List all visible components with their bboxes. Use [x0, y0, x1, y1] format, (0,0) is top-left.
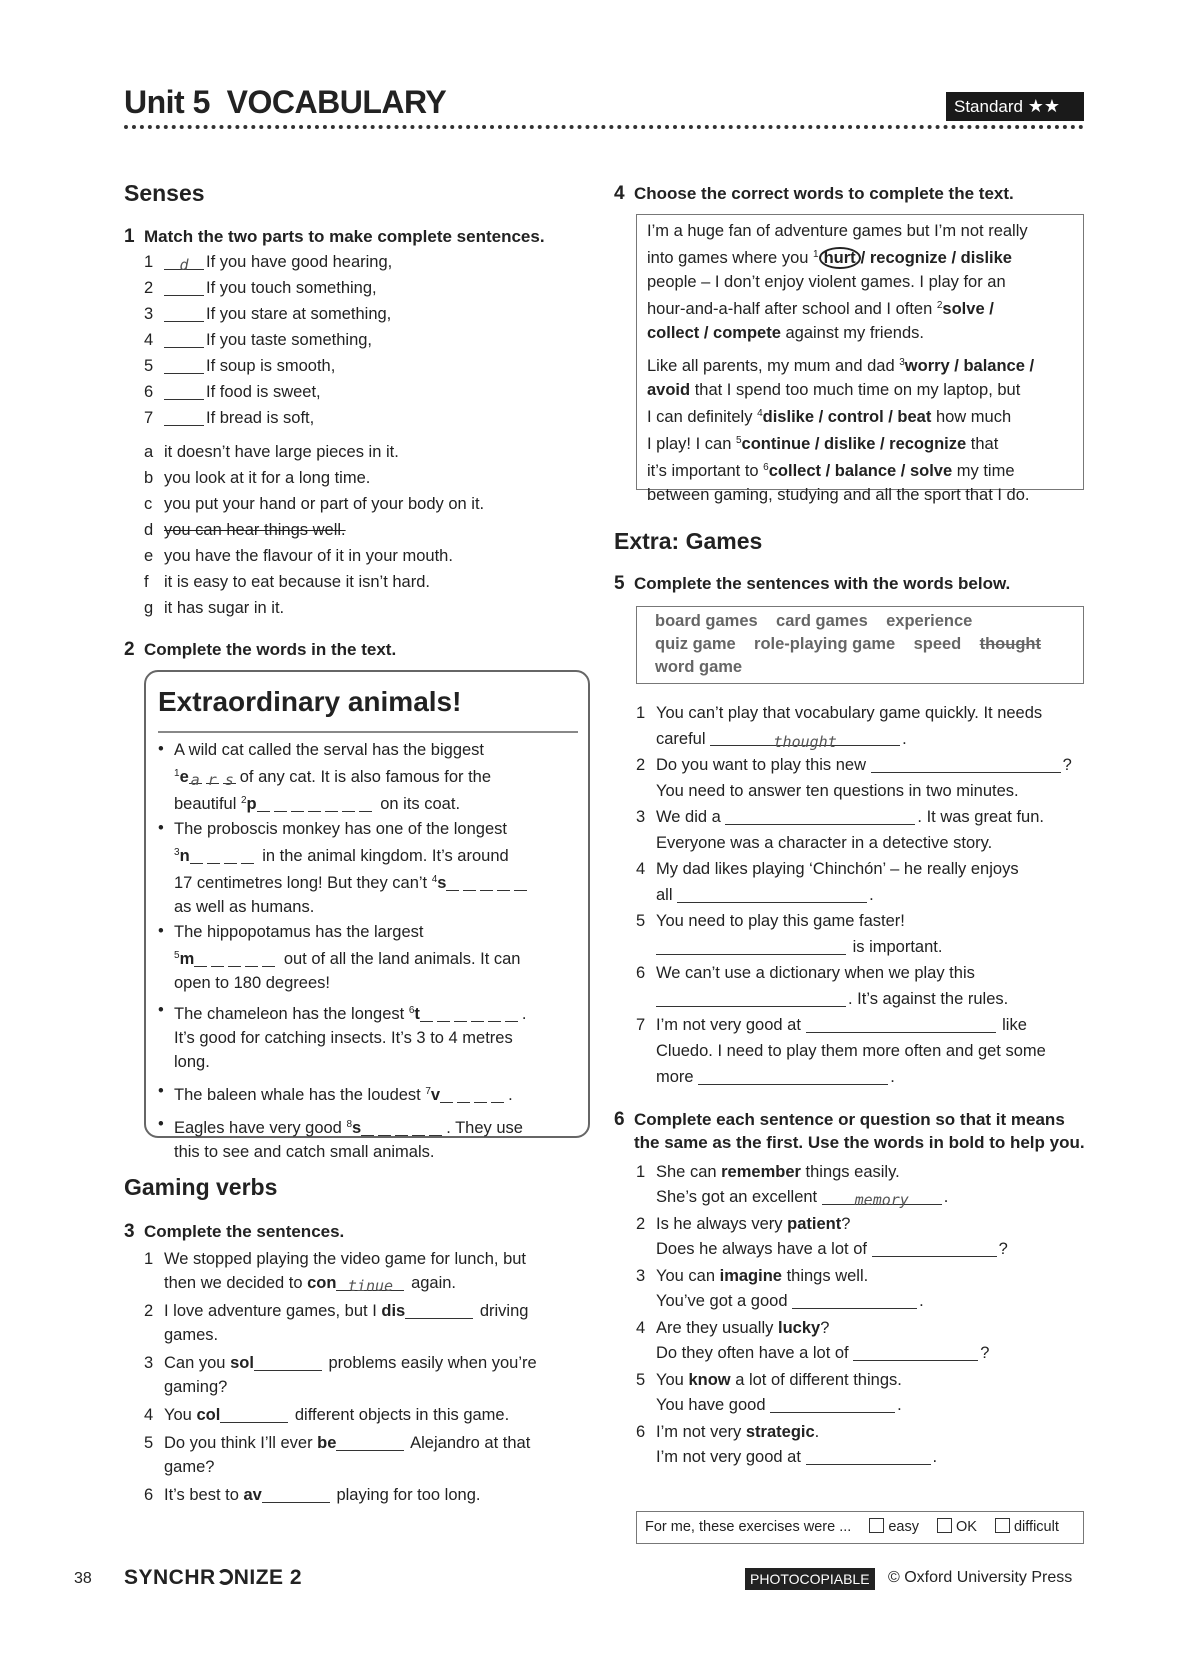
letter-blank[interactable] — [497, 875, 510, 891]
list-item: a it doesn’t have large pieces in it. — [144, 443, 399, 461]
list-item: 5 Do you think I’ll ever be Alejandro at that game? — [144, 1434, 531, 1476]
exercise-6-instruction: 6 Complete each sentence or question so that it means the same as the first. Use the words in bold to help you. — [614, 1109, 1085, 1152]
page-number: 38 — [74, 1570, 92, 1587]
letter-blank[interactable] — [412, 1120, 425, 1136]
animal-bullet: • A wild cat called the serval has the biggest $^1$e a r s of any cat. It is also famous for the beautiful $^2$p on its coat. — [158, 740, 492, 813]
word-choice[interactable]: avoid — [647, 381, 691, 399]
letter-blank[interactable] — [359, 796, 372, 812]
animal-bullet: • The chameleon has the longest $^6$t . It’s good for catching insects. It’s 3 to 4 metres long. — [158, 1001, 527, 1071]
feedback-box: For me, these exercises were ... easy OK difficult — [636, 1511, 1084, 1544]
list-item: 5 If soup is smooth, — [144, 357, 336, 375]
exercise-4-instruction: 4 Choose the correct words to complete the text. — [614, 183, 1014, 204]
letter-blank[interactable] — [241, 848, 254, 864]
letter-blank[interactable] — [446, 875, 459, 891]
letter-blank[interactable] — [463, 875, 476, 891]
list-item: g it has sugar in it. — [144, 599, 285, 617]
checkbox-difficult[interactable] — [995, 1518, 1010, 1533]
answer-blank[interactable] — [872, 1240, 997, 1257]
letter-blank[interactable] — [207, 848, 220, 864]
letter-blank[interactable] — [491, 1087, 504, 1103]
answer-blank[interactable] — [677, 886, 867, 903]
answer-blank[interactable] — [164, 305, 204, 322]
section-heading-extra-games: Extra: Games — [614, 528, 763, 554]
section-heading-senses: Senses — [124, 180, 205, 206]
animal-bullet: • The hippopotamus has the largest $^5$m out of all the land animals. It can open to 180 degrees! — [158, 922, 521, 992]
answer-blank[interactable] — [164, 279, 204, 296]
section-heading-gaming-verbs: Gaming verbs — [124, 1174, 278, 1200]
letter-blank[interactable] — [257, 796, 270, 812]
answer-blank[interactable] — [853, 1344, 978, 1361]
animals-text-box — [144, 670, 590, 1161]
list-item: 2 I love adventure games, but I dis driving games. — [144, 1302, 529, 1344]
answer-blank[interactable]: memory — [822, 1188, 942, 1205]
page-title: Unit 5 VOCABULARY — [124, 84, 447, 120]
answer-blank[interactable]: tinue — [336, 1274, 404, 1291]
letter-blank[interactable] — [190, 848, 203, 864]
answer-blank[interactable] — [656, 990, 846, 1007]
answer-blank[interactable] — [871, 756, 1061, 773]
letter-blank[interactable] — [420, 1006, 433, 1022]
letter-blank[interactable] — [224, 848, 237, 864]
brand-logo: SYNCHR NIZE 2 — [124, 1566, 303, 1589]
list-item: 3 Can you sol problems easily when you’re gaming? — [144, 1354, 537, 1396]
letter-blank[interactable] — [440, 1087, 453, 1103]
list-item: 2 Do you want to play this new ? You need to answer ten questions in two minutes. — [636, 756, 1072, 800]
word-bank — [636, 606, 1084, 684]
answer-blank[interactable] — [262, 1486, 330, 1503]
list-item: d you can hear things well. — [144, 521, 346, 539]
star-icon: ★★ — [1027, 96, 1061, 116]
list-item: 3 You can imagine things well. You’ve got a good . — [636, 1267, 924, 1310]
list-item: 6 It’s best to av playing for too long. — [144, 1486, 481, 1504]
answer-blank[interactable] — [770, 1396, 895, 1413]
answer-blank[interactable] — [806, 1016, 996, 1033]
list-item: 6 I’m not very strategic. I’m not very good at . — [636, 1423, 938, 1466]
answer-blank[interactable]: thought — [710, 729, 900, 746]
list-item: 6 If food is sweet, — [144, 383, 321, 401]
word-bank-item: speed — [913, 635, 962, 653]
word-bank-item: board games — [655, 612, 758, 630]
word-choice[interactable]: worry / balance / — [904, 357, 1035, 375]
list-item: 5 You need to play this game faster! is important. — [636, 912, 943, 956]
sync-icon — [217, 1569, 233, 1585]
answer-blank[interactable] — [698, 1068, 888, 1085]
letter-blank[interactable] — [454, 1006, 467, 1022]
animal-bullet: • The proboscis monkey has one of the longest $^3$n in the animal kingdom. It’s around 17 centimetres long! But they can’t $^4$s as well as humans. — [158, 817, 531, 919]
exercise-5-items — [636, 700, 1072, 1090]
list-item: 4 If you taste something, — [144, 331, 373, 349]
list-item: 1 She can remember things easily. She’s got an excellent memory . — [636, 1163, 949, 1209]
circled-answer[interactable]: hurt — [819, 247, 861, 269]
checkbox-ok[interactable] — [937, 1518, 952, 1533]
list-item: 1 You can’t play that vocabulary game quickly. It needs careful thought . — [636, 704, 1043, 751]
answer-blank[interactable] — [792, 1292, 917, 1309]
letter-blank[interactable]: a — [189, 768, 202, 784]
letter-blank[interactable] — [457, 1087, 470, 1103]
word-choice[interactable]: collect / compete — [647, 324, 781, 342]
animal-bullet: • The baleen whale has the loudest $^7$v . — [158, 1082, 513, 1104]
exercise-1-instruction: 1 Match the two parts to make complete sentences. — [124, 226, 545, 247]
word-bank-item: quiz game — [655, 635, 736, 653]
list-item: b you look at it for a long time. — [144, 469, 371, 487]
exercise-2-instruction: 2 Complete the words in the text. — [124, 639, 397, 660]
letter-blank[interactable] — [291, 796, 304, 812]
answer-blank[interactable] — [806, 1448, 931, 1465]
photocopiable-badge: PHOTOCOPIABLE — [745, 1568, 875, 1590]
answer-blank[interactable] — [336, 1434, 404, 1451]
list-item: 1 We stopped playing the video game for lunch, but then we decided to con tinue again. — [144, 1250, 527, 1295]
list-item: 1 d If you have good hearing, — [144, 253, 393, 274]
letter-blank[interactable] — [505, 1006, 518, 1022]
word-bank-item: role-playing game — [754, 635, 896, 653]
header-dotted-rule — [124, 125, 1084, 129]
list-item: 7 If bread is soft, — [144, 409, 315, 427]
letter-blank[interactable] — [274, 796, 287, 812]
answer-blank[interactable] — [254, 1354, 322, 1371]
animals-box-title: Extraordinary animals! — [158, 686, 462, 717]
word-choice[interactable]: dislike / control / beat — [762, 408, 932, 426]
exercise-1-items — [144, 250, 392, 430]
list-item: 5 You know a lot of different things. You have good . — [636, 1371, 902, 1414]
list-item: e you have the flavour of it in your mouth. — [144, 547, 453, 565]
word-bank-item: experience — [886, 612, 973, 630]
animals-box-rule — [158, 731, 578, 733]
list-item: 4 My dad likes playing ‘Chinchón’ – he really enjoys all . — [636, 860, 1019, 904]
answer-blank[interactable] — [164, 383, 204, 400]
list-item: 4 You col different objects in this game. — [144, 1406, 510, 1424]
list-item: 4 Are they usually lucky? Do they often have a lot of ? — [636, 1319, 990, 1362]
letter-blank[interactable] — [480, 875, 493, 891]
word-choice[interactable]: collect / balance / solve — [768, 462, 953, 480]
letter-blank[interactable] — [474, 1087, 487, 1103]
word-bank-item: word game — [655, 658, 743, 676]
answer-blank[interactable]: d — [164, 253, 204, 270]
letter-blank[interactable] — [211, 951, 224, 967]
list-item: 7 I’m not very good at like Cluedo. I need to play them more often and get some more . — [636, 1016, 1046, 1086]
list-item: 3 We did a . It was great fun. Everyone was a character in a detective story. — [636, 808, 1044, 852]
letter-blank[interactable] — [325, 796, 338, 812]
list-item: 2 If you touch something, — [144, 279, 377, 297]
letter-blank[interactable] — [228, 951, 241, 967]
animal-bullet: • Eagles have very good $^8$s . They use this to see and catch small animals. — [158, 1115, 523, 1161]
letter-blank[interactable] — [395, 1120, 408, 1136]
exercise-6-items — [636, 1160, 1008, 1470]
list-item: 2 Is he always very patient? Does he always have a lot of ? — [636, 1215, 1008, 1258]
letter-blank[interactable] — [437, 1006, 450, 1022]
answer-blank[interactable] — [725, 808, 915, 825]
answer-blank[interactable] — [164, 331, 204, 348]
letter-blank[interactable] — [361, 1120, 374, 1136]
letter-blank[interactable] — [488, 1006, 501, 1022]
exercise-3-instruction: 3 Complete the sentences. — [124, 1221, 345, 1242]
word-choice[interactable]: continue / dislike / recognize — [741, 435, 967, 453]
exercise-1-endings — [144, 440, 484, 620]
exercise-4-text-box: I’m a huge fan of adventure games but I’m not really into games where you $^1$ hurt / recognize / dislike people – I don’t enjoy violent games. I play for an hour-and-a-half after school and I often $^2$solve / collect / compete against my friends. Like all parents, my mum and dad $^3$worry / balance / avoid that I spend too much time on my laptop, but I can definitely $^4$dislike / control / beat how much I play! I can $^5$continue / dislike / recognize that it’s important to $^6$collect / balance / solve my time between gaming, studying and all the sport that I do. — [636, 214, 1084, 490]
letter-blank[interactable] — [245, 951, 258, 967]
letter-blank[interactable] — [262, 951, 275, 967]
exercise-3-items — [144, 1247, 537, 1507]
word-bank-item: card games — [776, 612, 868, 630]
word-choice[interactable]: solve / — [942, 300, 994, 318]
answer-blank[interactable] — [405, 1302, 473, 1319]
letter-blank[interactable] — [308, 796, 321, 812]
checkbox-easy[interactable] — [869, 1518, 884, 1533]
answer-blank[interactable] — [220, 1406, 288, 1423]
word-bank-item-used: thought — [979, 635, 1041, 653]
letter-blank[interactable] — [378, 1120, 391, 1136]
letter-blank[interactable] — [514, 875, 527, 891]
letter-blank[interactable] — [471, 1006, 484, 1022]
answer-blank[interactable] — [164, 409, 204, 426]
answer-blank[interactable] — [656, 938, 846, 955]
level-badge: Standard ★★ — [946, 92, 1084, 121]
letter-blank[interactable] — [429, 1120, 442, 1136]
answer-blank[interactable] — [164, 357, 204, 374]
letter-blank[interactable] — [342, 796, 355, 812]
list-item: 6 We can’t use a dictionary when we play this . It’s against the rules. — [636, 964, 1009, 1008]
letter-blank[interactable] — [194, 951, 207, 967]
letter-blank[interactable]: s — [223, 768, 236, 784]
exercise-5-instruction: 5 Complete the sentences with the words below. — [614, 573, 1011, 594]
list-item: c you put your hand or part of your body on it. — [144, 495, 485, 513]
letter-blank[interactable]: r — [206, 768, 219, 784]
list-item: 3 If you stare at something, — [144, 305, 392, 323]
copyright: © Oxford University Press — [888, 1569, 1073, 1586]
list-item: f it is easy to eat because it isn’t hard. — [144, 573, 430, 591]
